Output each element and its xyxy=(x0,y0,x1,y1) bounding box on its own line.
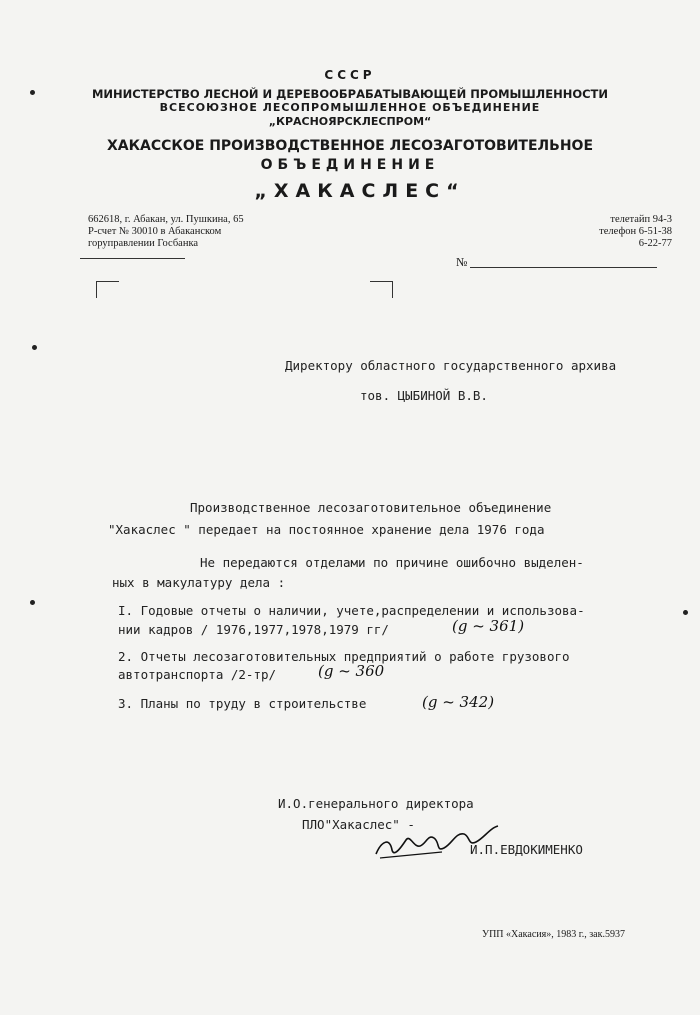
list-item-line: автотранспорта /2-тр/ xyxy=(118,667,277,682)
contact-line: телефон 6-51-38 xyxy=(599,226,672,237)
contact-line: телетайп 94-3 xyxy=(610,214,672,225)
hole-punch-mark xyxy=(30,600,35,605)
body-line: Не передаются отделами по причине ошибочно выделен- xyxy=(200,555,584,570)
body-line: Производственное лесозаготовительное объединение xyxy=(190,500,552,515)
handwritten-archive-note: (g ~ 360 xyxy=(318,662,385,680)
hole-punch-mark xyxy=(32,345,37,350)
letterhead-parent: „КРАСНОЯРСКЛЕСПРОМ“ xyxy=(268,115,432,128)
list-item-line: I. Годовые отчеты о наличии, учете,распределении и использова- xyxy=(118,603,585,618)
letterhead-union: ВСЕСОЮЗНОЕ ЛЕСОПРОМЫШЛЕННОЕ ОБЪЕДИНЕНИЕ xyxy=(159,101,541,114)
address-bracket-left xyxy=(96,281,119,298)
printer-imprint: УПП «Хакасия», 1983 г., зак.5937 xyxy=(482,929,625,940)
list-item-line: нии кадров / 1976,1977,1978,1979 гг/ xyxy=(118,622,389,637)
number-field-line xyxy=(470,267,657,268)
handwritten-archive-note: (g ~ 342) xyxy=(422,693,495,711)
address-line: Р-счет № 30010 в Абаканском xyxy=(88,226,222,237)
signatory-org: ПЛО"Хакаслес" - xyxy=(302,817,415,832)
handwritten-signature xyxy=(372,818,502,864)
hole-punch-mark xyxy=(683,610,688,615)
letterhead-org-type: ОБЪЕДИНЕНИЕ xyxy=(260,157,440,173)
letterhead-org: ХАКАССКОЕ ПРОИЗВОДСТВЕННОЕ ЛЕСОЗАГОТОВИТЕЛЬНОЕ xyxy=(106,138,594,154)
letterhead-ministry: МИНИСТЕРСТВО ЛЕСНОЙ И ДЕРЕВООБРАБАТЫВАЮЩЕЙ ПРОМЫШЛЕННОСТИ xyxy=(91,87,609,101)
contact-line: 6-22-77 xyxy=(638,238,672,249)
letterhead-brand: „ХАКАСЛЕС“ xyxy=(254,180,466,202)
date-field-line xyxy=(80,258,185,259)
number-label: № xyxy=(456,255,468,269)
addressee-title: Директору областного государственного архива xyxy=(285,358,617,373)
address-line: 662618, г. Абакан, ул. Пушкина, 65 xyxy=(88,214,244,225)
list-item-line: 3. Планы по труду в строительстве xyxy=(118,696,367,711)
signatory-title: И.О.генерального директора xyxy=(278,796,474,811)
signatory-name: И.П.ЕВДОКИМЕНКО xyxy=(470,842,583,857)
body-line: "Хакаслес " передает на постоянное хранение дела 1976 года xyxy=(108,522,545,537)
address-line: горуправлении Госбанка xyxy=(88,238,199,249)
list-item-line: 2. Отчеты лесозаготовительных предприятий о работе грузового xyxy=(118,649,570,664)
letterhead-country: СССР xyxy=(324,68,376,82)
handwritten-archive-note: (g ~ 361) xyxy=(452,617,525,635)
address-bracket-right xyxy=(370,281,393,298)
addressee-name: тов. ЦЫБИНОЙ В.В. xyxy=(360,388,488,403)
body-line: ных в макулатуру дела : xyxy=(112,575,286,590)
